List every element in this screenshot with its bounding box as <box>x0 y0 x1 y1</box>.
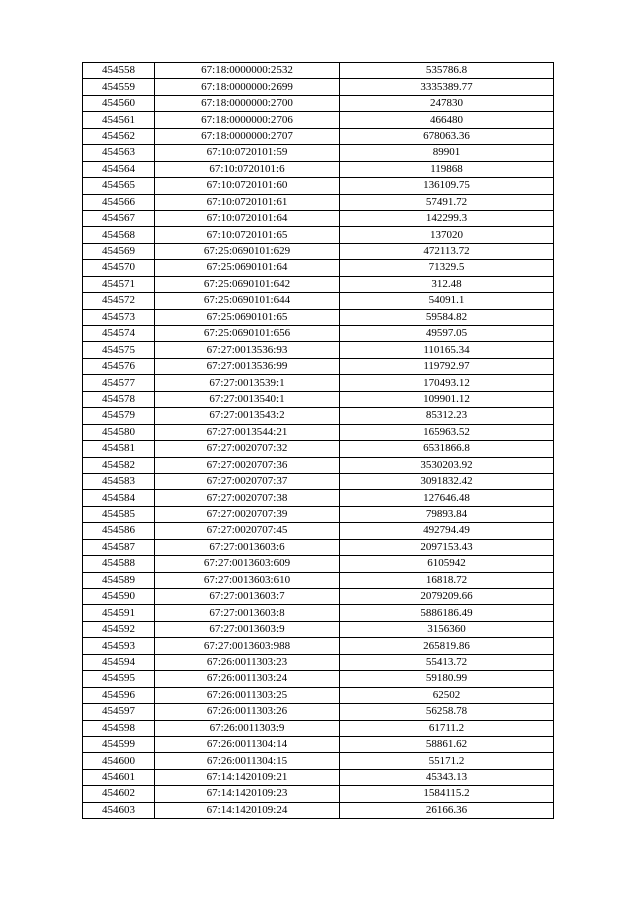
value-cell: 2079209.66 <box>340 589 554 605</box>
row-number-cell: 454584 <box>83 490 155 506</box>
row-number-cell: 454585 <box>83 506 155 522</box>
row-number-cell: 454565 <box>83 178 155 194</box>
row-number-cell: 454582 <box>83 457 155 473</box>
row-number-cell: 454600 <box>83 753 155 769</box>
value-cell: 59180.99 <box>340 671 554 687</box>
table-row <box>83 490 554 506</box>
cadastral-number-cell: 67:14:1420109:23 <box>155 786 340 802</box>
value-cell: 247830 <box>340 95 554 111</box>
row-number-cell: 454563 <box>83 145 155 161</box>
row-number-cell: 454593 <box>83 638 155 654</box>
cadastral-number-cell: 67:14:1420109:24 <box>155 802 340 818</box>
value-cell: 79893.84 <box>340 506 554 522</box>
value-cell: 170493.12 <box>340 375 554 391</box>
table-row <box>83 638 554 654</box>
row-number-cell: 454567 <box>83 210 155 226</box>
value-cell: 62502 <box>340 687 554 703</box>
table-row <box>83 358 554 374</box>
table-row <box>83 276 554 292</box>
row-number-cell: 454583 <box>83 473 155 489</box>
table-row <box>83 79 554 95</box>
cadastral-number-cell: 67:27:0013603:988 <box>155 638 340 654</box>
value-cell: 109901.12 <box>340 391 554 407</box>
row-number-cell: 454572 <box>83 293 155 309</box>
value-cell: 26166.36 <box>340 802 554 818</box>
table-row <box>83 178 554 194</box>
document-page <box>82 62 553 819</box>
row-number-cell: 454562 <box>83 128 155 144</box>
table-row <box>83 523 554 539</box>
row-number-cell: 454594 <box>83 654 155 670</box>
cadastral-number-cell: 67:27:0013603:9 <box>155 621 340 637</box>
row-number-cell: 454560 <box>83 95 155 111</box>
value-cell: 127646.48 <box>340 490 554 506</box>
cadastral-number-cell: 67:10:0720101:6 <box>155 161 340 177</box>
cadastral-number-cell: 67:27:0013603:6 <box>155 539 340 555</box>
cadastral-number-cell: 67:27:0013536:99 <box>155 358 340 374</box>
table-row <box>83 572 554 588</box>
row-number-cell: 454580 <box>83 424 155 440</box>
row-number-cell: 454577 <box>83 375 155 391</box>
table-row <box>83 441 554 457</box>
cadastral-number-cell: 67:27:0020707:37 <box>155 473 340 489</box>
value-cell: 85312.23 <box>340 408 554 424</box>
table-row <box>83 539 554 555</box>
cadastral-number-cell: 67:26:0011303:26 <box>155 704 340 720</box>
row-number-cell: 454559 <box>83 79 155 95</box>
value-cell: 56258.78 <box>340 704 554 720</box>
cadastral-number-cell: 67:27:0013544:21 <box>155 424 340 440</box>
row-number-cell: 454573 <box>83 309 155 325</box>
cadastral-number-cell: 67:27:0013543:2 <box>155 408 340 424</box>
table-row <box>83 802 554 818</box>
row-number-cell: 454581 <box>83 441 155 457</box>
table-body <box>83 63 554 819</box>
row-number-cell: 454569 <box>83 243 155 259</box>
table-row <box>83 145 554 161</box>
row-number-cell: 454590 <box>83 589 155 605</box>
value-cell: 3530203.92 <box>340 457 554 473</box>
value-cell: 137020 <box>340 227 554 243</box>
table-row <box>83 736 554 752</box>
cadastral-number-cell: 67:10:0720101:59 <box>155 145 340 161</box>
row-number-cell: 454564 <box>83 161 155 177</box>
value-cell: 1584115.2 <box>340 786 554 802</box>
cadastral-number-cell: 67:10:0720101:65 <box>155 227 340 243</box>
cadastral-number-cell: 67:10:0720101:60 <box>155 178 340 194</box>
table-row <box>83 786 554 802</box>
table-row <box>83 687 554 703</box>
row-number-cell: 454597 <box>83 704 155 720</box>
table-row <box>83 63 554 79</box>
cadastral-number-cell: 67:27:0020707:39 <box>155 506 340 522</box>
value-cell: 49597.05 <box>340 326 554 342</box>
table-row <box>83 210 554 226</box>
value-cell: 58861.62 <box>340 736 554 752</box>
row-number-cell: 454592 <box>83 621 155 637</box>
value-cell: 492794.49 <box>340 523 554 539</box>
table-row <box>83 128 554 144</box>
value-cell: 119868 <box>340 161 554 177</box>
value-cell: 6531866.8 <box>340 441 554 457</box>
value-cell: 54091.1 <box>340 293 554 309</box>
table-row <box>83 621 554 637</box>
row-number-cell: 454603 <box>83 802 155 818</box>
table-row <box>83 408 554 424</box>
row-number-cell: 454588 <box>83 556 155 572</box>
row-number-cell: 454591 <box>83 605 155 621</box>
value-cell: 71329.5 <box>340 260 554 276</box>
cadastral-number-cell: 67:25:0690101:642 <box>155 276 340 292</box>
row-number-cell: 454601 <box>83 769 155 785</box>
value-cell: 312.48 <box>340 276 554 292</box>
cadastral-number-cell: 67:26:0011303:23 <box>155 654 340 670</box>
cadastral-number-cell: 67:18:0000000:2707 <box>155 128 340 144</box>
row-number-cell: 454574 <box>83 326 155 342</box>
row-number-cell: 454566 <box>83 194 155 210</box>
row-number-cell: 454558 <box>83 63 155 79</box>
value-cell: 55171.2 <box>340 753 554 769</box>
row-number-cell: 454599 <box>83 736 155 752</box>
table-row <box>83 720 554 736</box>
value-cell: 3091832.42 <box>340 473 554 489</box>
cadastral-number-cell: 67:25:0690101:656 <box>155 326 340 342</box>
cadastral-number-cell: 67:14:1420109:21 <box>155 769 340 785</box>
value-cell: 3335389.77 <box>340 79 554 95</box>
value-cell: 472113.72 <box>340 243 554 259</box>
cadastral-number-cell: 67:26:0011303:9 <box>155 720 340 736</box>
row-number-cell: 454570 <box>83 260 155 276</box>
table-row <box>83 227 554 243</box>
cadastral-number-cell: 67:25:0690101:644 <box>155 293 340 309</box>
value-cell: 165963.52 <box>340 424 554 440</box>
row-number-cell: 454561 <box>83 112 155 128</box>
cadastral-number-cell: 67:26:0011303:24 <box>155 671 340 687</box>
cadastral-number-cell: 67:18:0000000:2706 <box>155 112 340 128</box>
cadastral-number-cell: 67:25:0690101:629 <box>155 243 340 259</box>
cadastral-number-cell: 67:27:0013603:7 <box>155 589 340 605</box>
table-row <box>83 556 554 572</box>
table-row <box>83 457 554 473</box>
table-row <box>83 293 554 309</box>
row-number-cell: 454596 <box>83 687 155 703</box>
value-cell: 45343.13 <box>340 769 554 785</box>
cadastral-number-cell: 67:10:0720101:61 <box>155 194 340 210</box>
cadastral-number-cell: 67:27:0013536:93 <box>155 342 340 358</box>
cadastral-number-cell: 67:27:0020707:38 <box>155 490 340 506</box>
table-row <box>83 753 554 769</box>
cadastral-number-cell: 67:18:0000000:2700 <box>155 95 340 111</box>
cadastral-number-cell: 67:25:0690101:65 <box>155 309 340 325</box>
row-number-cell: 454576 <box>83 358 155 374</box>
table-row <box>83 769 554 785</box>
cadastral-number-cell: 67:27:0013603:610 <box>155 572 340 588</box>
table-row <box>83 506 554 522</box>
cadastral-number-cell: 67:18:0000000:2532 <box>155 63 340 79</box>
cadastral-value-table <box>82 62 554 819</box>
table-row <box>83 309 554 325</box>
row-number-cell: 454578 <box>83 391 155 407</box>
value-cell: 55413.72 <box>340 654 554 670</box>
table-row <box>83 342 554 358</box>
value-cell: 59584.82 <box>340 309 554 325</box>
row-number-cell: 454595 <box>83 671 155 687</box>
value-cell: 110165.34 <box>340 342 554 358</box>
cadastral-number-cell: 67:26:0011303:25 <box>155 687 340 703</box>
value-cell: 89901 <box>340 145 554 161</box>
value-cell: 678063.36 <box>340 128 554 144</box>
value-cell: 466480 <box>340 112 554 128</box>
value-cell: 3156360 <box>340 621 554 637</box>
table-row <box>83 260 554 276</box>
row-number-cell: 454589 <box>83 572 155 588</box>
table-row <box>83 424 554 440</box>
table-row <box>83 112 554 128</box>
cadastral-number-cell: 67:26:0011304:15 <box>155 753 340 769</box>
value-cell: 119792.97 <box>340 358 554 374</box>
row-number-cell: 454587 <box>83 539 155 555</box>
row-number-cell: 454571 <box>83 276 155 292</box>
value-cell: 535786.8 <box>340 63 554 79</box>
row-number-cell: 454579 <box>83 408 155 424</box>
table-row <box>83 391 554 407</box>
value-cell: 16818.72 <box>340 572 554 588</box>
row-number-cell: 454602 <box>83 786 155 802</box>
value-cell: 6105942 <box>340 556 554 572</box>
cadastral-number-cell: 67:27:0013540:1 <box>155 391 340 407</box>
table-row <box>83 375 554 391</box>
table-row <box>83 161 554 177</box>
value-cell: 5886186.49 <box>340 605 554 621</box>
value-cell: 142299.3 <box>340 210 554 226</box>
table-row <box>83 243 554 259</box>
cadastral-number-cell: 67:25:0690101:64 <box>155 260 340 276</box>
table-row <box>83 704 554 720</box>
value-cell: 265819.86 <box>340 638 554 654</box>
value-cell: 61711.2 <box>340 720 554 736</box>
cadastral-number-cell: 67:27:0013603:8 <box>155 605 340 621</box>
row-number-cell: 454575 <box>83 342 155 358</box>
value-cell: 2097153.43 <box>340 539 554 555</box>
row-number-cell: 454598 <box>83 720 155 736</box>
value-cell: 57491.72 <box>340 194 554 210</box>
cadastral-number-cell: 67:27:0013539:1 <box>155 375 340 391</box>
cadastral-number-cell: 67:26:0011304:14 <box>155 736 340 752</box>
table-row <box>83 95 554 111</box>
row-number-cell: 454568 <box>83 227 155 243</box>
table-row <box>83 589 554 605</box>
table-row <box>83 605 554 621</box>
row-number-cell: 454586 <box>83 523 155 539</box>
cadastral-number-cell: 67:27:0013603:609 <box>155 556 340 572</box>
table-row <box>83 194 554 210</box>
cadastral-number-cell: 67:27:0020707:36 <box>155 457 340 473</box>
table-row <box>83 654 554 670</box>
cadastral-number-cell: 67:27:0020707:45 <box>155 523 340 539</box>
cadastral-number-cell: 67:27:0020707:32 <box>155 441 340 457</box>
table-row <box>83 473 554 489</box>
cadastral-number-cell: 67:18:0000000:2699 <box>155 79 340 95</box>
cadastral-number-cell: 67:10:0720101:64 <box>155 210 340 226</box>
table-row <box>83 671 554 687</box>
value-cell: 136109.75 <box>340 178 554 194</box>
table-row <box>83 326 554 342</box>
